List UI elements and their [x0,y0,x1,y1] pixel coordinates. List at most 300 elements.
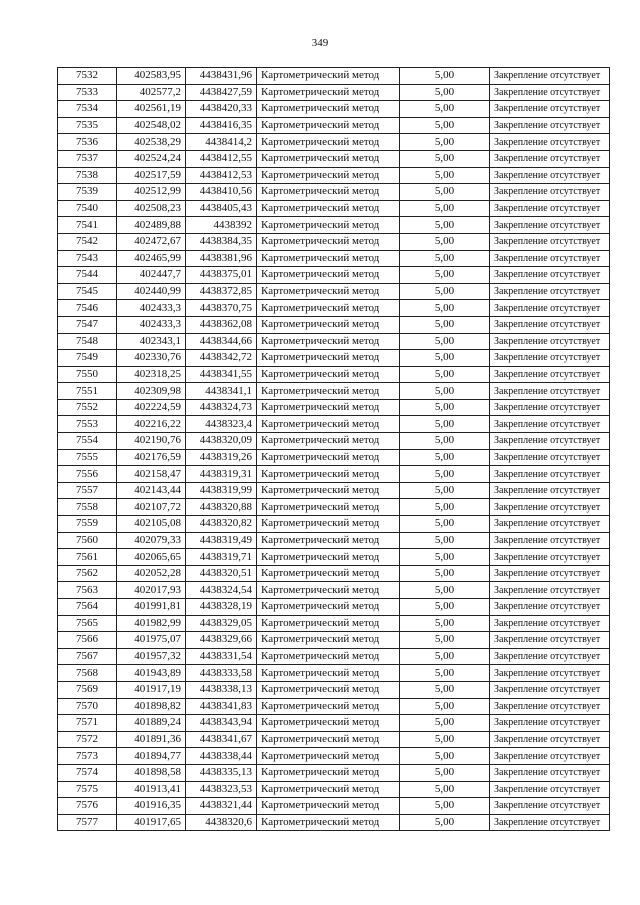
table-row [58,565,610,582]
x-coordinate-cell: 402343,1 [117,333,186,350]
description-cell: Закрепление отсутствует [490,200,610,217]
accuracy-cell: 5,00 [400,300,490,317]
point-number-cell: 7575 [58,781,117,798]
table-row [58,267,610,284]
method-cell: Картометрический метод [257,184,400,201]
point-number-cell: 7577 [58,814,117,831]
method-cell: Картометрический метод [257,416,400,433]
description-cell: Закрепление отсутствует [490,316,610,333]
x-coordinate-cell: 401991,81 [117,599,186,616]
method-cell: Картометрический метод [257,167,400,184]
table-row [58,316,610,333]
method-cell: Картометрический метод [257,350,400,367]
description-cell: Закрепление отсутствует [490,482,610,499]
accuracy-cell: 5,00 [400,482,490,499]
accuracy-cell: 5,00 [400,698,490,715]
y-coordinate-cell: 4438372,85 [186,283,257,300]
x-coordinate-cell: 401917,19 [117,681,186,698]
method-cell: Картометрический метод [257,433,400,450]
point-number-cell: 7547 [58,316,117,333]
y-coordinate-cell: 4438320,6 [186,814,257,831]
table-row [58,781,610,798]
method-cell: Картометрический метод [257,648,400,665]
method-cell: Картометрический метод [257,764,400,781]
method-cell: Картометрический метод [257,665,400,682]
x-coordinate-cell: 402105,08 [117,516,186,533]
y-coordinate-cell: 4438412,55 [186,150,257,167]
method-cell: Картометрический метод [257,150,400,167]
point-number-cell: 7561 [58,549,117,566]
table-row [58,665,610,682]
method-cell: Картометрический метод [257,117,400,134]
description-cell: Закрепление отсутствует [490,184,610,201]
accuracy-cell: 5,00 [400,433,490,450]
table-row [58,68,610,85]
accuracy-cell: 5,00 [400,399,490,416]
point-number-cell: 7571 [58,715,117,732]
method-cell: Картометрический метод [257,565,400,582]
description-cell: Закрепление отсутствует [490,267,610,284]
x-coordinate-cell: 401916,35 [117,798,186,815]
description-cell: Закрепление отсутствует [490,101,610,118]
method-cell: Картометрический метод [257,516,400,533]
description-cell: Закрепление отсутствует [490,814,610,831]
table-row [58,416,610,433]
accuracy-cell: 5,00 [400,814,490,831]
method-cell: Картометрический метод [257,731,400,748]
y-coordinate-cell: 4438412,53 [186,167,257,184]
page-number: 349 [311,37,329,49]
description-cell: Закрепление отсутствует [490,681,610,698]
description-cell: Закрепление отсутствует [490,516,610,533]
accuracy-cell: 5,00 [400,781,490,798]
x-coordinate-cell: 402065,65 [117,549,186,566]
table-row [58,482,610,499]
point-number-cell: 7567 [58,648,117,665]
point-number-cell: 7549 [58,350,117,367]
coordinates-table [57,67,610,831]
y-coordinate-cell: 4438320,09 [186,433,257,450]
point-number-cell: 7572 [58,731,117,748]
point-number-cell: 7564 [58,599,117,616]
table-row [58,184,610,201]
table-row [58,698,610,715]
x-coordinate-cell: 402330,76 [117,350,186,367]
accuracy-cell: 5,00 [400,233,490,250]
x-coordinate-cell: 401913,41 [117,781,186,798]
table-row [58,117,610,134]
description-cell: Закрепление отсутствует [490,134,610,151]
point-number-cell: 7551 [58,383,117,400]
description-cell: Закрепление отсутствует [490,300,610,317]
y-coordinate-cell: 4438343,94 [186,715,257,732]
point-number-cell: 7573 [58,748,117,765]
point-number-cell: 7548 [58,333,117,350]
point-number-cell: 7554 [58,433,117,450]
method-cell: Картометрический метод [257,599,400,616]
table-row [58,532,610,549]
table-row [58,764,610,781]
method-cell: Картометрический метод [257,632,400,649]
point-number-cell: 7556 [58,466,117,483]
method-cell: Картометрический метод [257,582,400,599]
description-cell: Закрепление отсутствует [490,665,610,682]
y-coordinate-cell: 4438341,1 [186,383,257,400]
x-coordinate-cell: 401982,99 [117,615,186,632]
coordinates-table-body [58,68,610,831]
y-coordinate-cell: 4438342,72 [186,350,257,367]
accuracy-cell: 5,00 [400,798,490,815]
description-cell: Закрепление отсутствует [490,582,610,599]
accuracy-cell: 5,00 [400,648,490,665]
point-number-cell: 7569 [58,681,117,698]
y-coordinate-cell: 4438333,58 [186,665,257,682]
accuracy-cell: 5,00 [400,134,490,151]
accuracy-cell: 5,00 [400,499,490,516]
accuracy-cell: 5,00 [400,283,490,300]
x-coordinate-cell: 401957,32 [117,648,186,665]
point-number-cell: 7563 [58,582,117,599]
y-coordinate-cell: 4438331,54 [186,648,257,665]
y-coordinate-cell: 4438320,88 [186,499,257,516]
method-cell: Картометрический метод [257,798,400,815]
description-cell: Закрепление отсутствует [490,798,610,815]
method-cell: Картометрический метод [257,68,400,85]
method-cell: Картометрический метод [257,250,400,267]
x-coordinate-cell: 402440,99 [117,283,186,300]
x-coordinate-cell: 401894,77 [117,748,186,765]
accuracy-cell: 5,00 [400,516,490,533]
table-row [58,715,610,732]
accuracy-cell: 5,00 [400,150,490,167]
description-cell: Закрепление отсутствует [490,449,610,466]
table-row [58,599,610,616]
point-number-cell: 7559 [58,516,117,533]
x-coordinate-cell: 402517,59 [117,167,186,184]
y-coordinate-cell: 4438341,55 [186,366,257,383]
accuracy-cell: 5,00 [400,665,490,682]
accuracy-cell: 5,00 [400,715,490,732]
table-row [58,499,610,516]
method-cell: Картометрический метод [257,532,400,549]
accuracy-cell: 5,00 [400,532,490,549]
y-coordinate-cell: 4438427,59 [186,84,257,101]
accuracy-cell: 5,00 [400,200,490,217]
x-coordinate-cell: 401917,65 [117,814,186,831]
description-cell: Закрепление отсутствует [490,167,610,184]
y-coordinate-cell: 4438416,35 [186,117,257,134]
method-cell: Картометрический метод [257,715,400,732]
table-row [58,814,610,831]
accuracy-cell: 5,00 [400,449,490,466]
x-coordinate-cell: 402524,24 [117,150,186,167]
point-number-cell: 7532 [58,68,117,85]
point-number-cell: 7557 [58,482,117,499]
x-coordinate-cell: 401943,89 [117,665,186,682]
point-number-cell: 7552 [58,399,117,416]
y-coordinate-cell: 4438319,71 [186,549,257,566]
method-cell: Картометрический метод [257,814,400,831]
description-cell: Закрепление отсутствует [490,466,610,483]
description-cell: Закрепление отсутствует [490,549,610,566]
x-coordinate-cell: 401891,36 [117,731,186,748]
accuracy-cell: 5,00 [400,582,490,599]
table-row [58,798,610,815]
table-row [58,383,610,400]
method-cell: Картометрический метод [257,748,400,765]
table-row [58,366,610,383]
y-coordinate-cell: 4438431,96 [186,68,257,85]
accuracy-cell: 5,00 [400,350,490,367]
method-cell: Картометрический метод [257,300,400,317]
x-coordinate-cell: 402216,22 [117,416,186,433]
x-coordinate-cell: 402107,72 [117,499,186,516]
x-coordinate-cell: 402433,3 [117,316,186,333]
table-row [58,134,610,151]
point-number-cell: 7535 [58,117,117,134]
description-cell: Закрепление отсутствует [490,632,610,649]
table-row [58,648,610,665]
point-number-cell: 7542 [58,233,117,250]
y-coordinate-cell: 4438319,49 [186,532,257,549]
point-number-cell: 7541 [58,217,117,234]
description-cell: Закрепление отсутствует [490,366,610,383]
accuracy-cell: 5,00 [400,84,490,101]
description-cell: Закрепление отсутствует [490,68,610,85]
method-cell: Картометрический метод [257,781,400,798]
accuracy-cell: 5,00 [400,267,490,284]
x-coordinate-cell: 402176,59 [117,449,186,466]
x-coordinate-cell: 402190,76 [117,433,186,450]
x-coordinate-cell: 402079,33 [117,532,186,549]
table-row [58,283,610,300]
y-coordinate-cell: 4438323,53 [186,781,257,798]
point-number-cell: 7544 [58,267,117,284]
method-cell: Картометрический метод [257,233,400,250]
point-number-cell: 7546 [58,300,117,317]
description-cell: Закрепление отсутствует [490,350,610,367]
accuracy-cell: 5,00 [400,333,490,350]
point-number-cell: 7574 [58,764,117,781]
method-cell: Картометрический метод [257,466,400,483]
description-cell: Закрепление отсутствует [490,599,610,616]
y-coordinate-cell: 4438375,01 [186,267,257,284]
y-coordinate-cell: 4438410,56 [186,184,257,201]
description-cell: Закрепление отсутствует [490,499,610,516]
table-row [58,731,610,748]
table-row [58,433,610,450]
y-coordinate-cell: 4438324,73 [186,399,257,416]
x-coordinate-cell: 402017,93 [117,582,186,599]
accuracy-cell: 5,00 [400,565,490,582]
accuracy-cell: 5,00 [400,316,490,333]
description-cell: Закрепление отсутствует [490,117,610,134]
description-cell: Закрепление отсутствует [490,433,610,450]
y-coordinate-cell: 4438319,26 [186,449,257,466]
x-coordinate-cell: 401898,58 [117,764,186,781]
accuracy-cell: 5,00 [400,250,490,267]
x-coordinate-cell: 402052,28 [117,565,186,582]
description-cell: Закрепление отсутствует [490,781,610,798]
point-number-cell: 7568 [58,665,117,682]
description-cell: Закрепление отсутствует [490,764,610,781]
accuracy-cell: 5,00 [400,366,490,383]
accuracy-cell: 5,00 [400,748,490,765]
method-cell: Картометрический метод [257,615,400,632]
method-cell: Картометрический метод [257,482,400,499]
method-cell: Картометрический метод [257,399,400,416]
x-coordinate-cell: 402561,19 [117,101,186,118]
description-cell: Закрепление отсутствует [490,283,610,300]
description-cell: Закрепление отсутствует [490,383,610,400]
y-coordinate-cell: 4438338,13 [186,681,257,698]
table-row [58,84,610,101]
method-cell: Картометрический метод [257,84,400,101]
table-row [58,250,610,267]
point-number-cell: 7540 [58,200,117,217]
table-row [58,681,610,698]
x-coordinate-cell: 402433,3 [117,300,186,317]
table-row [58,632,610,649]
table-row [58,101,610,118]
y-coordinate-cell: 4438324,54 [186,582,257,599]
y-coordinate-cell: 4438414,2 [186,134,257,151]
description-cell: Закрепление отсутствует [490,399,610,416]
y-coordinate-cell: 4438392 [186,217,257,234]
x-coordinate-cell: 402548,02 [117,117,186,134]
description-cell: Закрепление отсутствует [490,532,610,549]
y-coordinate-cell: 4438321,44 [186,798,257,815]
point-number-cell: 7553 [58,416,117,433]
y-coordinate-cell: 4438329,66 [186,632,257,649]
method-cell: Картометрический метод [257,134,400,151]
table-row [58,200,610,217]
table-row [58,217,610,234]
x-coordinate-cell: 402489,88 [117,217,186,234]
accuracy-cell: 5,00 [400,615,490,632]
x-coordinate-cell: 402224,59 [117,399,186,416]
accuracy-cell: 5,00 [400,681,490,698]
x-coordinate-cell: 402508,23 [117,200,186,217]
y-coordinate-cell: 4438405,43 [186,200,257,217]
y-coordinate-cell: 4438335,13 [186,764,257,781]
accuracy-cell: 5,00 [400,632,490,649]
description-cell: Закрепление отсутствует [490,748,610,765]
table-row [58,549,610,566]
point-number-cell: 7558 [58,499,117,516]
table-row [58,516,610,533]
method-cell: Картометрический метод [257,283,400,300]
table-row [58,449,610,466]
accuracy-cell: 5,00 [400,184,490,201]
method-cell: Картометрический метод [257,101,400,118]
point-number-cell: 7550 [58,366,117,383]
description-cell: Закрепление отсутствует [490,698,610,715]
method-cell: Картометрический метод [257,698,400,715]
method-cell: Картометрический метод [257,681,400,698]
table-row [58,300,610,317]
x-coordinate-cell: 402309,98 [117,383,186,400]
point-number-cell: 7560 [58,532,117,549]
accuracy-cell: 5,00 [400,68,490,85]
accuracy-cell: 5,00 [400,599,490,616]
y-coordinate-cell: 4438319,31 [186,466,257,483]
x-coordinate-cell: 402158,47 [117,466,186,483]
accuracy-cell: 5,00 [400,383,490,400]
y-coordinate-cell: 4438420,33 [186,101,257,118]
method-cell: Картометрический метод [257,333,400,350]
description-cell: Закрепление отсутствует [490,150,610,167]
x-coordinate-cell: 402143,44 [117,482,186,499]
accuracy-cell: 5,00 [400,416,490,433]
y-coordinate-cell: 4438381,96 [186,250,257,267]
table-row [58,748,610,765]
method-cell: Картометрический метод [257,549,400,566]
description-cell: Закрепление отсутствует [490,416,610,433]
y-coordinate-cell: 4438370,75 [186,300,257,317]
x-coordinate-cell: 401975,07 [117,632,186,649]
y-coordinate-cell: 4438319,99 [186,482,257,499]
description-cell: Закрепление отсутствует [490,333,610,350]
table-row [58,615,610,632]
y-coordinate-cell: 4438329,05 [186,615,257,632]
point-number-cell: 7538 [58,167,117,184]
table-row [58,582,610,599]
point-number-cell: 7565 [58,615,117,632]
method-cell: Картометрический метод [257,200,400,217]
y-coordinate-cell: 4438362,08 [186,316,257,333]
description-cell: Закрепление отсутствует [490,648,610,665]
description-cell: Закрепление отсутствует [490,217,610,234]
accuracy-cell: 5,00 [400,731,490,748]
point-number-cell: 7555 [58,449,117,466]
table-row [58,233,610,250]
y-coordinate-cell: 4438341,83 [186,698,257,715]
description-cell: Закрепление отсутствует [490,615,610,632]
y-coordinate-cell: 4438384,35 [186,233,257,250]
table-row [58,350,610,367]
description-cell: Закрепление отсутствует [490,84,610,101]
y-coordinate-cell: 4438338,44 [186,748,257,765]
method-cell: Картометрический метод [257,316,400,333]
x-coordinate-cell: 402538,29 [117,134,186,151]
x-coordinate-cell: 401889,24 [117,715,186,732]
point-number-cell: 7566 [58,632,117,649]
method-cell: Картометрический метод [257,366,400,383]
accuracy-cell: 5,00 [400,101,490,118]
y-coordinate-cell: 4438341,67 [186,731,257,748]
description-cell: Закрепление отсутствует [490,250,610,267]
method-cell: Картометрический метод [257,499,400,516]
description-cell: Закрепление отсутствует [490,731,610,748]
y-coordinate-cell: 4438323,4 [186,416,257,433]
y-coordinate-cell: 4438320,51 [186,565,257,582]
x-coordinate-cell: 401898,82 [117,698,186,715]
method-cell: Картометрический метод [257,383,400,400]
accuracy-cell: 5,00 [400,466,490,483]
accuracy-cell: 5,00 [400,167,490,184]
accuracy-cell: 5,00 [400,764,490,781]
point-number-cell: 7570 [58,698,117,715]
method-cell: Картометрический метод [257,449,400,466]
point-number-cell: 7539 [58,184,117,201]
y-coordinate-cell: 4438344,66 [186,333,257,350]
point-number-cell: 7537 [58,150,117,167]
accuracy-cell: 5,00 [400,217,490,234]
y-coordinate-cell: 4438320,82 [186,516,257,533]
x-coordinate-cell: 402472,67 [117,233,186,250]
table-row [58,167,610,184]
